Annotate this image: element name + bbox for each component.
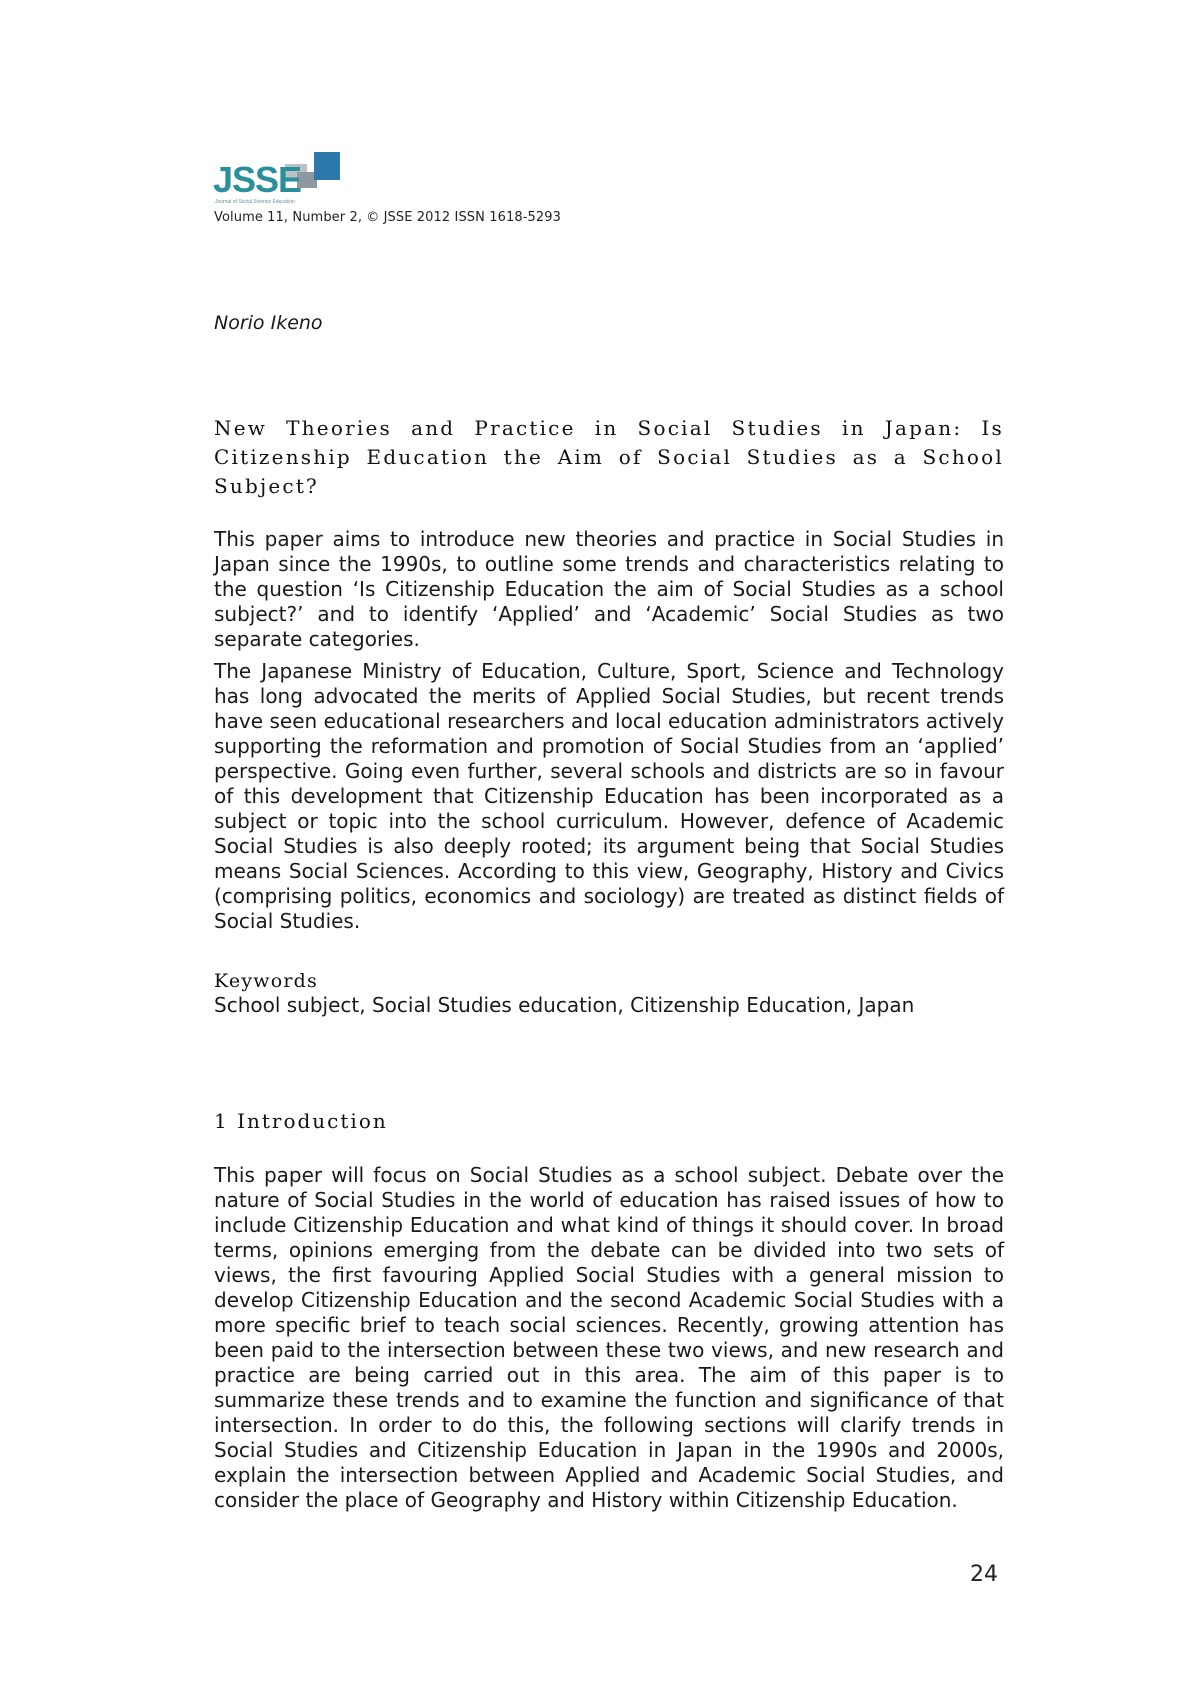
page-number: 24 xyxy=(970,1562,998,1587)
logo-square-blue xyxy=(314,152,340,180)
introduction-paragraph: This paper will focus on Social Studies as a school subject. Debate over the nature of Social Studies in the world of education has raised issues of how to include Citizenship Education and what kind of things it should cover. In broad terms, opinions emerging from the debate can be divided into two sets of views, the first favouring Applied Social Studies with a general mission to develop Citizenship Education and the second Academic Social Studies with a more specific brief to teach social sciences. Recently, growing attention has been paid to the intersection between these two views, and new research and practice are being carried out in this area. The aim of this paper is to summarize these trends and to examine the function and significance of that intersection. In order to do this, the following sections will clarify trends in Social Studies and Citizenship Education in Japan in the 1990s and 2000s, explain the intersection between Applied and Academic Social Studies, and consider the place of Geography and History within Citizenship Education. xyxy=(214,1163,1004,1512)
author-name: Norio Ikeno xyxy=(214,312,323,334)
paper-title: New Theories and Practice in Social Studies in Japan: Is Citizenship Education the Aim of Social Studies as a School Subject? xyxy=(214,416,1004,498)
keywords-heading: Keywords xyxy=(214,970,318,992)
keywords-text: School subject, Social Studies education, Citizenship Education, Japan xyxy=(214,993,915,1017)
logo-text: JSSE xyxy=(213,159,302,200)
volume-line: Volume 11, Number 2, © JSSE 2012 ISSN 1618-5293 xyxy=(214,210,561,225)
journal-logo xyxy=(213,152,343,208)
abstract-paragraph: This paper aims to introduce new theories and practice in Social Studies in Japan since the 1990s, to outline some trends and characteristics relating to the question ‘Is Citizenship Education the aim of Social Studies as a school subject?’ and to identify ‘Applied’ and ‘Academic’ Social Studies as two separate categories. xyxy=(214,527,1004,651)
abstract-paragraph: The Japanese Ministry of Education, Culture, Sport, Science and Technology has long advocated the merits of Applied Social Studies, but recent trends have seen educational researchers and local education administrators actively supporting the reformation and promotion of Social Studies from an ‘applied’ perspective. Going even further, several schools and districts are so in favour of this development that Citizenship Education has been incorporated as a subject or topic into the school curriculum. However, defence of Academic Social Studies is also deeply rooted; its argument being that Social Studies means Social Sciences. According to this view, Geography, History and Civics (comprising politics, economics and sociology) are treated as distinct fields of Social Studies. xyxy=(214,659,1004,933)
logo-subline: Journal of Social Science Education xyxy=(215,199,295,205)
section-heading-introduction: 1 Introduction xyxy=(214,1109,388,1133)
abstract xyxy=(214,527,1004,941)
